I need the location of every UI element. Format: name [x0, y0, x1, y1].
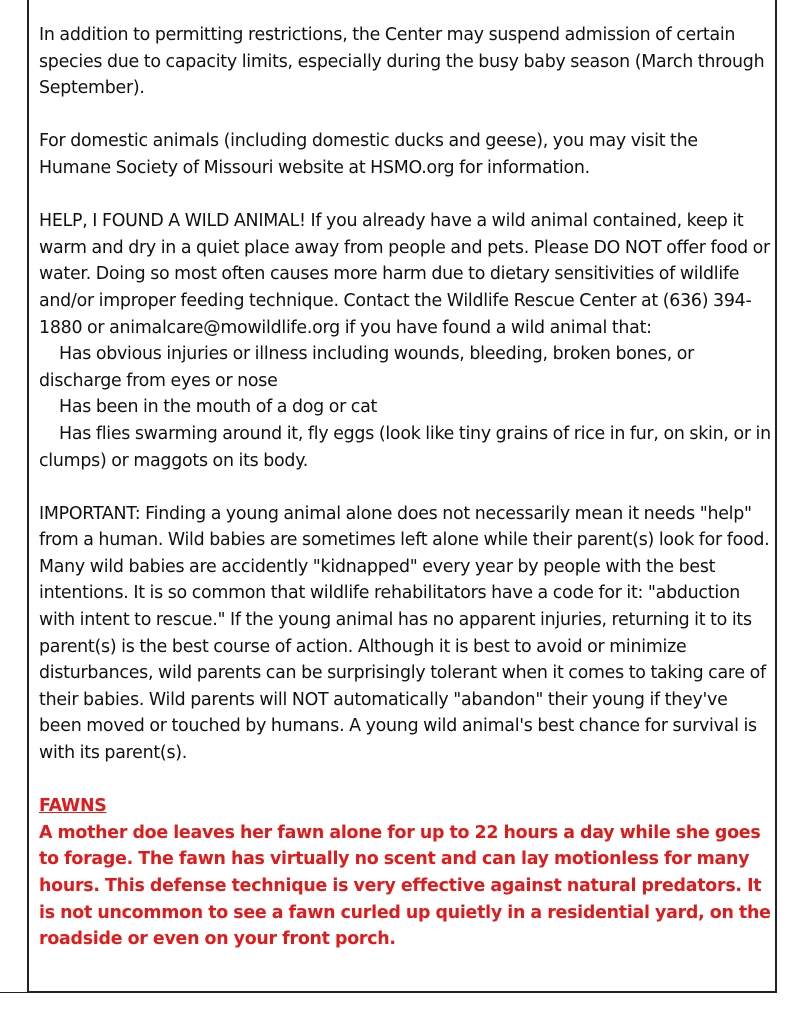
table-left-column: [0, 0, 29, 993]
list-item: Has been in the mouth of a dog or cat: [59, 397, 378, 418]
document-body: [39, 22, 772, 953]
important-paragraph: IMPORTANT: Finding a young animal alone does not necessarily mean it needs "help" from a human. Wild babies are sometimes left alone while their parent(s) look for food. Many wild babies are accidently "kidnapped" every year by people with the best intentions. It is so common that wildlife rehabilitators have a code for it: "abduction with intent to rescue." If the young animal has no apparent injuries, returning it to its parent(s) is the best course of action. Although it is best to avoid or minimize disturbances, wild parents can be surprisingly tolerant when it comes to taking care of their babies. Wild parents will NOT automatically "abandon" their young if they've been moved or touched by humans. A young wild animal's best chance for survival is with its parent(s).: [39, 503, 770, 764]
list-item: Has flies swarming around it, fly eggs (look like tiny grains of rice in fur, on skin, or in clumps) or maggots on its body.: [39, 423, 771, 471]
capacity-paragraph: In addition to permitting restrictions, the Center may suspend admission of certain species due to capacity limits, especially during the busy baby season (March through September).: [39, 25, 765, 99]
fawns-paragraph: A mother doe leaves her fawn alone for up to 22 hours a day while she goes to forage. The fawn has virtually no scent and can lay motionless for many hours. This defense technique is very effective against natural predators. It is not uncommon to see a fawn curled up quietly in a residential yard, on the roadside or even on your front porch.: [39, 822, 771, 950]
help-conditions-list: [39, 341, 772, 474]
fawns-heading: FAWNS: [39, 796, 107, 817]
fawns-section: [39, 793, 772, 953]
list-item: Has obvious injuries or illness including wounds, bleeding, broken bones, or discharge from eyes or nose: [39, 344, 695, 391]
domestic-animals-paragraph: For domestic animals (including domestic ducks and geese), you may visit the Humane Society of Missouri website at HSMO.org for information.: [39, 131, 698, 178]
help-paragraph: HELP, I FOUND A WILD ANIMAL! If you already have a wild animal contained, keep it warm and dry in a quiet place away from people and pets. Please DO NOT offer food or water. Doing so most often causes more harm due to dietary sensitivities of wildlife and/or improper feeding technique. Contact the Wildlife Rescue Center at (636) 394-1880 or animalcare@mowildlife.org if you have found a wild animal that:: [39, 211, 770, 338]
